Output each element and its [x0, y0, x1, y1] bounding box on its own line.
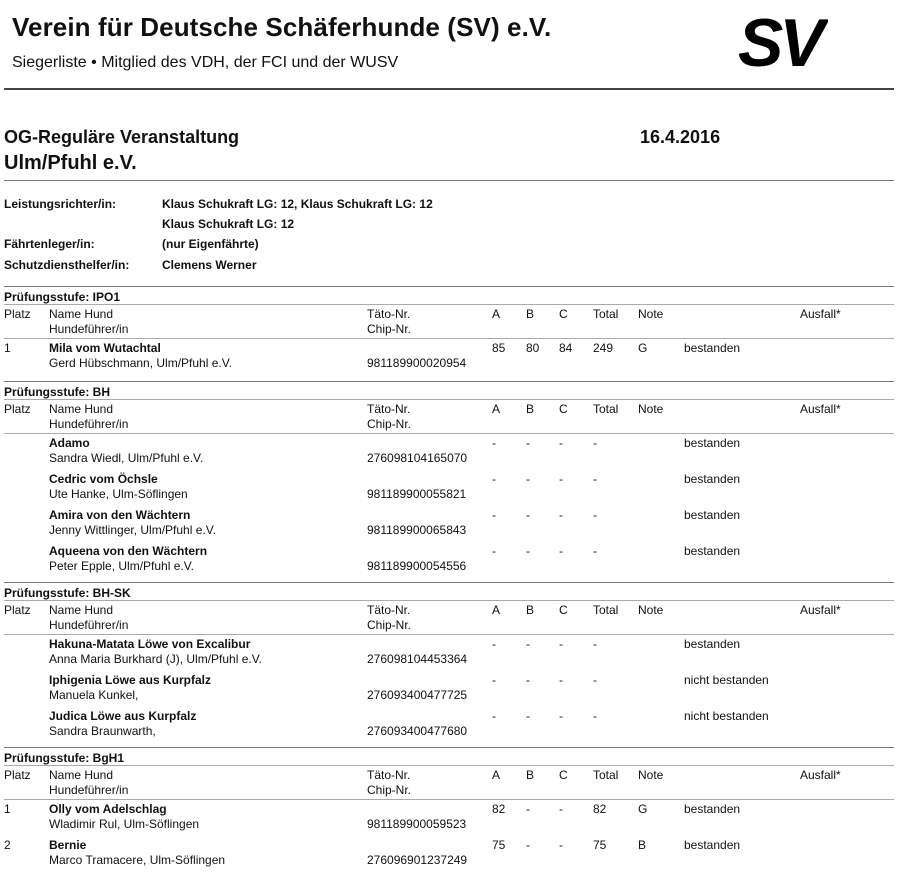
col-header-a: A — [492, 603, 501, 617]
col-header-c: C — [559, 402, 568, 416]
col-header-note: Note — [638, 768, 664, 782]
page-subtitle: Siegerliste • Mitglied des VDH, der FCI und der WUSV — [12, 54, 399, 71]
cell-score-b: - — [526, 472, 530, 486]
section-divider — [4, 582, 894, 583]
cell-score-b: 80 — [526, 341, 540, 355]
cell-result: bestanden — [684, 508, 741, 522]
cell-dog-name: Amira von den Wächtern — [49, 508, 191, 522]
cell-chip: 276096901237249 — [367, 853, 468, 867]
col-header-ausfall: Ausfall* — [800, 402, 841, 416]
col-header-ausfall: Ausfall* — [800, 307, 841, 321]
col-header-b: B — [526, 402, 535, 416]
col-header-ausfall: Ausfall* — [800, 603, 841, 617]
col-header-c: C — [559, 603, 568, 617]
col-header-tato: Täto-Nr. — [367, 768, 411, 782]
cell-score-b: - — [526, 673, 530, 687]
helper-label: Schutzdiensthelfer/in: — [4, 258, 130, 272]
cell-score-b: - — [526, 838, 530, 852]
cell-handler: Manuela Kunkel, — [49, 688, 139, 702]
cell-score-c: - — [559, 673, 563, 687]
cell-dog-name: Aqueena von den Wächtern — [49, 544, 208, 558]
cell-dog-name: Mila vom Wutachtal — [49, 341, 161, 355]
cell-total: 75 — [593, 838, 607, 852]
track-label: Fährtenleger/in: — [4, 237, 95, 251]
cell-chip: 981189900054556 — [367, 559, 467, 573]
cell-result: nicht bestanden — [684, 709, 769, 723]
cell-chip: 276093400477725 — [367, 688, 468, 702]
cell-score-a: 82 — [492, 802, 506, 816]
section-title-rule — [4, 600, 894, 601]
cell-score-a: 75 — [492, 838, 506, 852]
cell-total: - — [593, 436, 597, 450]
col-header-platz: Platz — [4, 307, 31, 321]
col-header-name: Name Hund — [49, 307, 114, 321]
col-header-total: Total — [593, 307, 619, 321]
col-header-platz: Platz — [4, 603, 31, 617]
cell-platz: 1 — [4, 341, 11, 355]
col-header-a: A — [492, 768, 501, 782]
helper-value: Clemens Werner — [162, 258, 257, 272]
col-header-total: Total — [593, 402, 619, 416]
section-title: Prüfungsstufe: IPO1 — [4, 290, 121, 304]
cell-handler: Marco Tramacere, Ulm-Söflingen — [49, 853, 226, 867]
col-header-chip: Chip-Nr. — [367, 322, 412, 336]
judge-value-2: Klaus Schukraft LG: 12 — [162, 217, 295, 231]
cell-score-b: - — [526, 637, 530, 651]
col-header-handler: Hundeführer/in — [49, 322, 129, 336]
col-header-c: C — [559, 307, 568, 321]
cell-result: bestanden — [684, 436, 741, 450]
cell-handler: Ute Hanke, Ulm-Söflingen — [49, 487, 188, 501]
col-header-c: C — [559, 768, 568, 782]
header-bottom-rule — [4, 634, 894, 635]
cell-total: - — [593, 508, 597, 522]
event-name-line1: OG-Reguläre Veranstaltung — [4, 127, 240, 147]
cell-chip: 276098104165070 — [367, 451, 468, 465]
cell-total: 249 — [593, 341, 614, 355]
cell-score-b: - — [526, 709, 530, 723]
cell-result: bestanden — [684, 802, 741, 816]
judge-label: Leistungsrichter/in: — [4, 197, 117, 211]
cell-total: - — [593, 709, 597, 723]
cell-result: bestanden — [684, 341, 741, 355]
col-header-a: A — [492, 402, 501, 416]
cell-handler: Peter Epple, Ulm/Pfuhl e.V. — [49, 559, 194, 573]
cell-score-c: - — [559, 508, 563, 522]
col-header-tato: Täto-Nr. — [367, 402, 411, 416]
cell-score-c: - — [559, 637, 563, 651]
cell-handler: Jenny Wittlinger, Ulm/Pfuhl e.V. — [49, 523, 216, 537]
cell-dog-name: Cedric vom Öchsle — [49, 472, 158, 486]
section-divider — [4, 747, 894, 748]
cell-dog-name: Olly vom Adelschlag — [49, 802, 167, 816]
event-date: 16.4.2016 — [640, 127, 721, 147]
col-header-a: A — [492, 307, 501, 321]
col-header-b: B — [526, 768, 535, 782]
cell-score-b: - — [526, 436, 530, 450]
cell-result: bestanden — [684, 637, 741, 651]
section-title-rule — [4, 765, 894, 766]
col-header-handler: Hundeführer/in — [49, 783, 129, 797]
cell-chip: 981189900055821 — [367, 487, 467, 501]
cell-chip: 276093400477680 — [367, 724, 468, 738]
cell-score-c: - — [559, 544, 563, 558]
cell-note: G — [638, 341, 648, 355]
cell-result: nicht bestanden — [684, 673, 769, 687]
cell-score-a: - — [492, 673, 496, 687]
cell-result: bestanden — [684, 838, 741, 852]
cell-platz: 1 — [4, 802, 11, 816]
section-title: Prüfungsstufe: BgH1 — [4, 751, 124, 765]
cell-handler: Sandra Braunwarth, — [49, 724, 156, 738]
cell-chip: 981189900059523 — [367, 817, 467, 831]
cell-total: 82 — [593, 802, 607, 816]
event-divider — [4, 180, 894, 181]
col-header-name: Name Hund — [49, 402, 114, 416]
cell-result: bestanden — [684, 544, 741, 558]
col-header-ausfall: Ausfall* — [800, 768, 841, 782]
cell-score-c: - — [559, 709, 563, 723]
header-divider — [4, 88, 894, 90]
header-bottom-rule — [4, 433, 894, 434]
section-title: Prüfungsstufe: BH-SK — [4, 586, 131, 600]
header-bottom-rule — [4, 338, 894, 339]
cell-dog-name: Bernie — [49, 838, 87, 852]
header-bottom-rule — [4, 799, 894, 800]
cell-platz: 2 — [4, 838, 11, 852]
cell-dog-name: Adamo — [49, 436, 90, 450]
event-name-line2: Ulm/Pfuhl e.V. — [4, 152, 137, 174]
cell-score-c: - — [559, 472, 563, 486]
col-header-name: Name Hund — [49, 768, 114, 782]
cell-dog-name: Iphigenia Löwe aus Kurpfalz — [49, 673, 212, 687]
col-header-handler: Hundeführer/in — [49, 618, 129, 632]
cell-total: - — [593, 472, 597, 486]
cell-handler: Gerd Hübschmann, Ulm/Pfuhl e.V. — [49, 356, 232, 370]
cell-total: - — [593, 637, 597, 651]
section-title-rule — [4, 399, 894, 400]
section-divider — [4, 286, 894, 287]
section-title-rule — [4, 304, 894, 305]
sv-logo-text: SV — [738, 10, 821, 72]
col-header-platz: Platz — [4, 402, 31, 416]
col-header-note: Note — [638, 402, 664, 416]
cell-note: G — [638, 802, 648, 816]
cell-chip: 276098104453364 — [367, 652, 468, 666]
cell-score-a: - — [492, 637, 496, 651]
col-header-platz: Platz — [4, 768, 31, 782]
col-header-note: Note — [638, 307, 664, 321]
col-header-total: Total — [593, 768, 619, 782]
col-header-handler: Hundeführer/in — [49, 417, 129, 431]
col-header-chip: Chip-Nr. — [367, 417, 412, 431]
cell-score-b: - — [526, 802, 530, 816]
cell-result: bestanden — [684, 472, 741, 486]
cell-score-a: 85 — [492, 341, 506, 355]
col-header-b: B — [526, 603, 535, 617]
cell-score-b: - — [526, 544, 530, 558]
cell-handler: Anna Maria Burkhard (J), Ulm/Pfuhl e.V. — [49, 652, 262, 666]
cell-handler: Sandra Wiedl, Ulm/Pfuhl e.V. — [49, 451, 204, 465]
cell-score-a: - — [492, 508, 496, 522]
cell-total: - — [593, 544, 597, 558]
cell-score-a: - — [492, 544, 496, 558]
judge-value-1: Klaus Schukraft LG: 12, Klaus Schukraft LG: 12 — [162, 197, 433, 211]
col-header-note: Note — [638, 603, 664, 617]
cell-chip: 981189900020954 — [367, 356, 467, 370]
cell-total: - — [593, 673, 597, 687]
col-header-name: Name Hund — [49, 603, 114, 617]
col-header-tato: Täto-Nr. — [367, 307, 411, 321]
cell-note: B — [638, 838, 647, 852]
cell-score-b: - — [526, 508, 530, 522]
cell-score-c: 84 — [559, 341, 573, 355]
cell-chip: 981189900065843 — [367, 523, 467, 537]
cell-handler: Wladimir Rul, Ulm-Söflingen — [49, 817, 200, 831]
col-header-tato: Täto-Nr. — [367, 603, 411, 617]
page-title: Verein für Deutsche Schäferhunde (SV) e.V. — [12, 12, 552, 42]
section-divider — [4, 381, 894, 382]
cell-score-a: - — [492, 709, 496, 723]
cell-dog-name: Hakuna-Matata Löwe von Excalibur — [49, 637, 251, 651]
section-title: Prüfungsstufe: BH — [4, 385, 110, 399]
cell-score-a: - — [492, 436, 496, 450]
cell-dog-name: Judica Löwe aus Kurpfalz — [49, 709, 197, 723]
cell-score-c: - — [559, 802, 563, 816]
col-header-total: Total — [593, 603, 619, 617]
track-value: (nur Eigenfährte) — [162, 237, 259, 251]
col-header-chip: Chip-Nr. — [367, 618, 412, 632]
sv-logo — [736, 10, 828, 72]
col-header-chip: Chip-Nr. — [367, 783, 412, 797]
cell-score-c: - — [559, 436, 563, 450]
cell-score-a: - — [492, 472, 496, 486]
cell-score-c: - — [559, 838, 563, 852]
col-header-b: B — [526, 307, 535, 321]
